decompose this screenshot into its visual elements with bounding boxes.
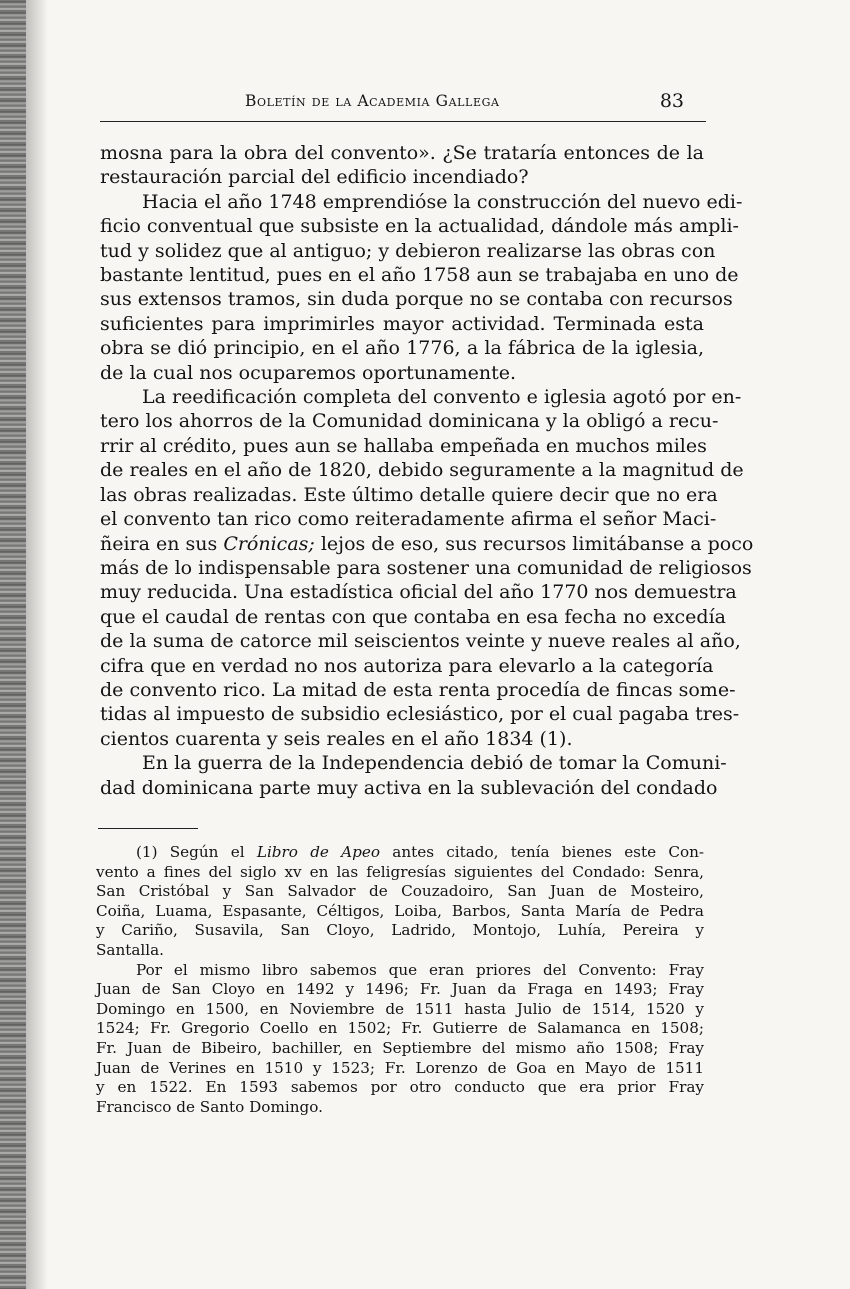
text-line: las obras realizadas. Este último detalle quiere decir que no era	[100, 483, 718, 506]
footnotes	[96, 843, 704, 1117]
text-line: tud y solidez que al antiguo; y debieron realizarse las obras con	[100, 239, 716, 262]
text-line: más de lo indispensable para sostener una comunidad de religiosos	[100, 556, 752, 579]
main-text	[100, 141, 754, 800]
text-line: En la guerra de la Independencia debió de tomar la Comuni-	[142, 752, 727, 775]
text-segment: ñeira en sus	[100, 532, 218, 555]
text-line: tidas al impuesto de subsidio eclesiástico, por el cual pagaba tres-	[100, 703, 740, 726]
footnote-line: y Cariño, Susavila, San Cloyo, Ladrido, Montojo, Luhía, Pereira y	[96, 921, 704, 940]
text-line: que el caudal de rentas con que contaba en esa fecha no excedía	[100, 605, 726, 628]
header-rule	[100, 121, 706, 122]
text-line: restauración parcial del edificio incendiado?	[100, 166, 529, 189]
text-line: dad dominicana parte muy activa en la sublevación del condado	[100, 776, 718, 799]
footnote-line: Fr. Juan de Bibeiro, bachiller, en Septiembre del mismo año 1508; Fray	[96, 1038, 704, 1057]
text-segment: lejos de eso, sus recursos limitábanse a poco	[320, 532, 754, 555]
text-line: cientos cuarenta y seis reales en el año 1834 (1).	[100, 727, 573, 750]
text-line	[100, 532, 754, 556]
text-line: suficientes para imprimirles mayor actividad. Terminada esta	[100, 312, 704, 335]
running-title: Boletín de la Academia Gallega	[245, 92, 500, 110]
footnote-line: Domingo en 1500, en Noviembre de 1511 hasta Julio de 1514, 1520 y	[96, 999, 704, 1018]
footnote-rule	[98, 828, 198, 829]
text-segment: antes citado, tenía bienes este Con-	[392, 843, 705, 861]
text-segment: (1) Según el	[136, 843, 245, 861]
italic-title: Libro de Apeo	[256, 843, 380, 861]
text-line: Hacia el año 1748 emprendióse la construcción del nuevo edi-	[142, 190, 743, 213]
running-header	[100, 88, 706, 120]
text-line: el convento tan rico como reiteradamente afirma el señor Maci-	[100, 508, 717, 531]
text-line: obra se dió principio, en el año 1776, a la fábrica de la iglesia,	[100, 337, 704, 360]
footnote-line: Coiña, Luama, Espasante, Céltigos, Loiba, Barbos, Santa María de Pedra	[96, 901, 704, 920]
text-line: tero los ahorros de la Comunidad dominicana y la obligó a recu-	[100, 410, 719, 433]
text-line: de convento rico. La mitad de esta renta procedía de fincas some-	[100, 678, 736, 701]
text-line: bastante lentitud, pues en el año 1758 aun se trabajaba en uno de	[100, 264, 739, 287]
footnote-line: Santalla.	[96, 940, 164, 959]
text-line: rrir al crédito, pues aun se hallaba empeñada en muchos miles	[100, 434, 707, 457]
text-line: de la cual nos ocuparemos oportunamente.	[100, 361, 517, 384]
footnote-line: vento a fines del siglo xv en las feligresías siguientes del Condado: Senra,	[96, 862, 704, 881]
footnote-line: Juan de San Cloyo en 1492 y 1496; Fr. Juan da Fraga en 1493; Fray	[96, 980, 704, 999]
page-number: 83	[659, 90, 684, 112]
text-line: muy reducida. Una estadística oficial del año 1770 nos demuestra	[100, 581, 737, 604]
footnote-line: Por el mismo libro sabemos que eran priores del Convento: Fray	[136, 960, 704, 979]
footnote-line: y en 1522. En 1593 sabemos por otro conducto que era prior Fray	[96, 1078, 704, 1097]
italic-title: Crónicas;	[223, 532, 315, 555]
text-line: de reales en el año de 1820, debido seguramente a la magnitud de	[100, 459, 744, 482]
page-binding-edge	[0, 0, 26, 1289]
binding-shadow	[26, 0, 48, 1289]
footnote-line: 1524; Fr. Gregorio Coello en 1502; Fr. Gutierre de Salamanca en 1508;	[96, 1019, 704, 1038]
text-line: sus extensos tramos, sin duda porque no se contaba con recursos	[100, 288, 733, 311]
text-line: La reedificación completa del convento e iglesia agotó por en-	[142, 386, 742, 409]
footnote-line: Francisco de Santo Domingo.	[96, 1097, 323, 1116]
text-line: mosna para la obra del convento». ¿Se trataría entonces de la	[100, 142, 704, 164]
footnote-line: San Cristóbal y San Salvador de Couzadoiro, San Juan de Mosteiro,	[96, 882, 704, 901]
text-line: ficio conventual que subsiste en la actualidad, dándole más ampli-	[100, 215, 739, 238]
footnote-line: Juan de Verines en 1510 y 1523; Fr. Lorenzo de Goa en Mayo de 1511	[96, 1058, 704, 1077]
footnote-line	[96, 843, 704, 863]
text-line: cifra que en verdad no nos autoriza para elevarlo a la categoría	[100, 654, 714, 677]
text-line: de la suma de catorce mil seiscientos veinte y nueve reales al año,	[100, 630, 741, 653]
